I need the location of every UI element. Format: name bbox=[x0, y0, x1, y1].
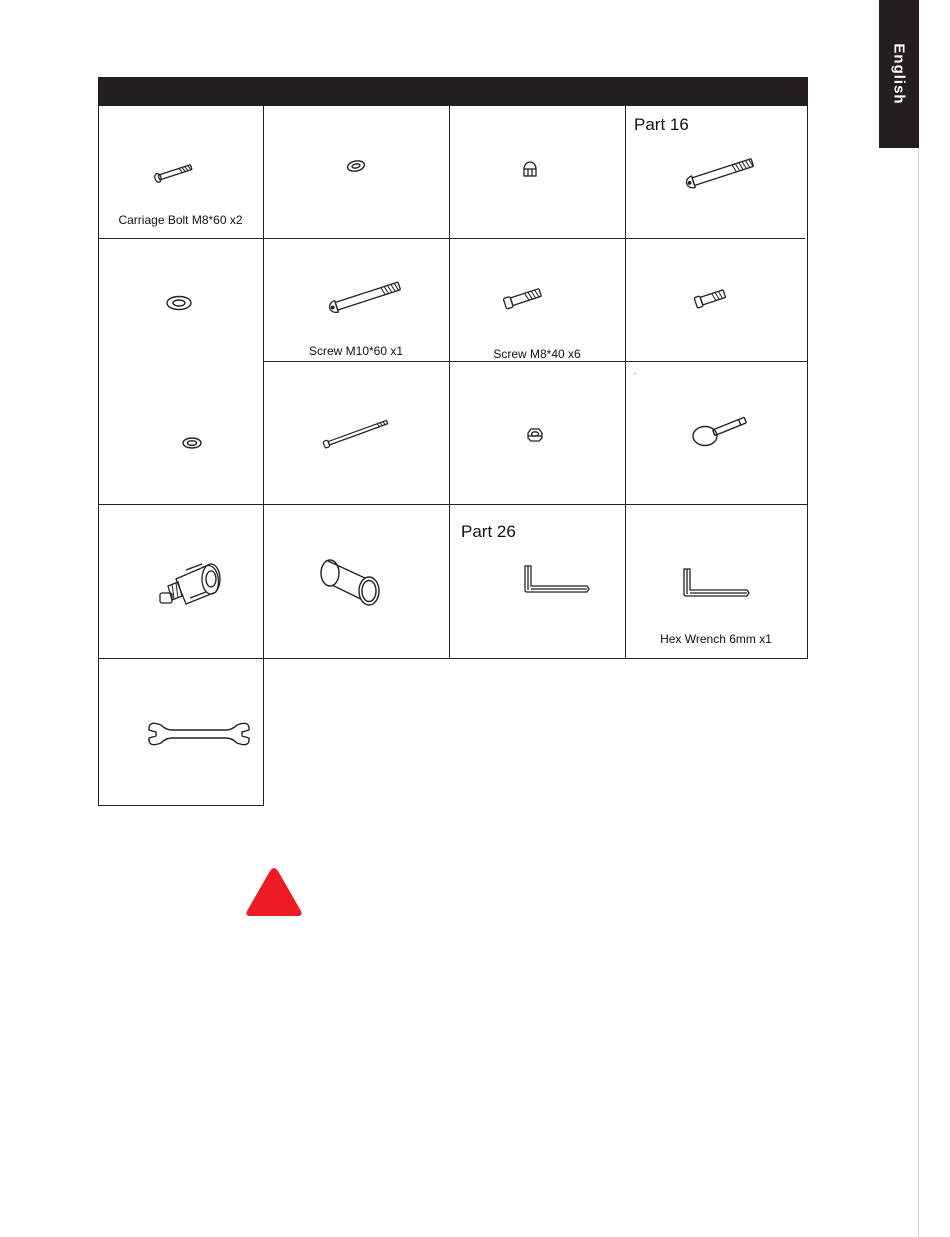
adjustment-knob-icon bbox=[98, 504, 263, 658]
part-cell-screw-m10 bbox=[263, 238, 449, 361]
curved-washer-icon bbox=[263, 106, 449, 238]
language-tab-label: English bbox=[890, 43, 908, 105]
long-thin-bolt-icon bbox=[263, 361, 449, 504]
part-cell-spanner bbox=[98, 658, 263, 805]
part-cell-hex-nut bbox=[449, 361, 625, 504]
table-header-bar bbox=[98, 77, 808, 106]
part-cell-small-washer bbox=[98, 361, 263, 504]
part-cell-long-bolt bbox=[625, 106, 807, 238]
flat-washer-icon bbox=[98, 238, 263, 361]
pull-pin-icon bbox=[625, 361, 807, 504]
part-cell-adjustment-knob bbox=[98, 504, 263, 658]
part-caption: Hex Wrench 6mm x1 bbox=[660, 632, 772, 646]
part-caption: Screw M10*60 x1 bbox=[308, 344, 404, 358]
sleeve-tube-icon bbox=[263, 504, 449, 658]
part-cell-carriage-bolt bbox=[98, 106, 263, 238]
part-cell-cap-nut bbox=[449, 106, 625, 238]
spanner-icon bbox=[98, 658, 263, 805]
part-cell-sleeve-tube bbox=[263, 504, 449, 658]
part-caption: Screw M8*40 x6 bbox=[493, 347, 581, 361]
part-cell-curved-washer bbox=[263, 106, 449, 238]
stray-mark: . bbox=[634, 367, 637, 376]
part-number-label: Part 26 bbox=[461, 522, 516, 541]
part-cell-hex-wrench bbox=[625, 504, 807, 658]
short-bolt-icon bbox=[625, 238, 807, 361]
long-bolt-icon bbox=[625, 106, 807, 238]
cap-nut-icon bbox=[449, 106, 625, 238]
part-caption: Carriage Bolt M8*60 x2 bbox=[118, 213, 243, 227]
part-cell-screw-m8 bbox=[449, 238, 625, 361]
warning-triangle-icon bbox=[244, 866, 304, 923]
page-edge-line bbox=[918, 148, 919, 1237]
part-cell-short-bolt bbox=[625, 238, 807, 361]
hex-nut-icon bbox=[449, 361, 625, 504]
allen-key-icon bbox=[449, 504, 625, 658]
part-number-label: Part 16 bbox=[634, 115, 689, 134]
language-tab[interactable] bbox=[879, 0, 919, 148]
part-cell-flat-washer bbox=[98, 238, 263, 361]
part-cell-pull-pin bbox=[625, 361, 807, 504]
part-cell-long-thin-bolt bbox=[263, 361, 449, 504]
part-cell-allen-key bbox=[449, 504, 625, 658]
small-washer-icon bbox=[98, 361, 263, 504]
screw-m10-icon bbox=[263, 238, 449, 361]
screw-m8-icon bbox=[449, 238, 625, 361]
